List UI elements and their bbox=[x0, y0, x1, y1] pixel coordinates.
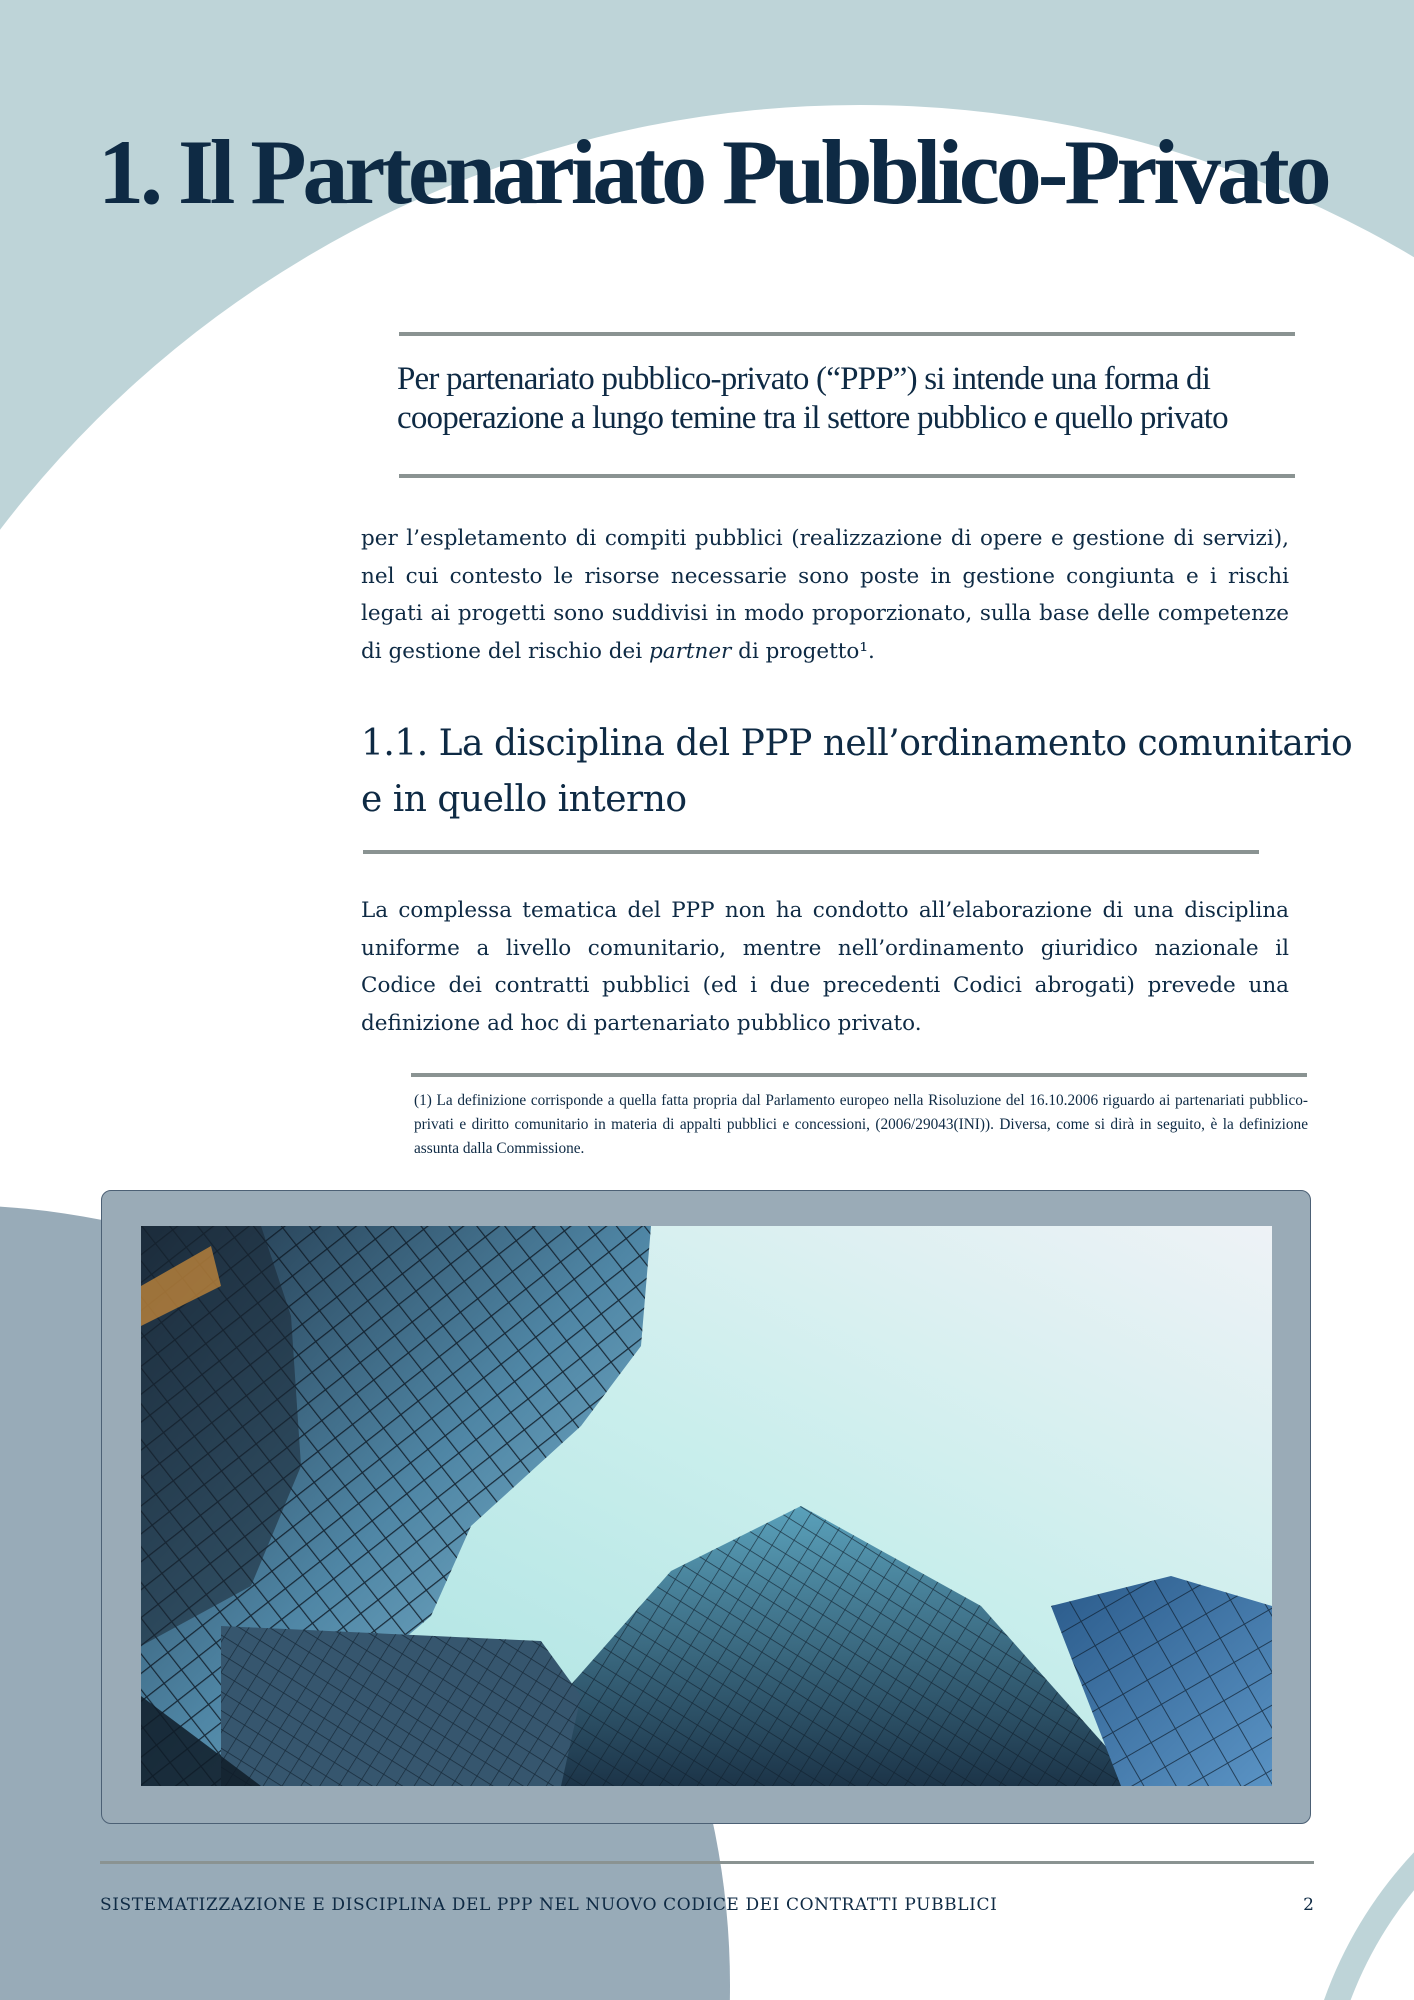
intro-paragraph-text: per l’espletamento di compiti pubblici (realizzazione di opere e gestione di servizi), nel cui contesto le risorse necessarie sono poste in gestione congiunta e i rischi legati ai progetti sono suddivisi in modo proporzionato, sulla base delle competenze di gestione del rischio dei bbox=[361, 526, 1289, 664]
intro-paragraph-end: di progetto¹. bbox=[731, 638, 875, 664]
section-heading-line: e in quello interno bbox=[361, 779, 687, 820]
lead-top-rule bbox=[399, 332, 1295, 336]
page-title: 1. Il Partenariato Pubblico-Privato bbox=[98, 121, 1328, 223]
section-paragraph: La complessa tematica del PPP non ha condotto all’elaborazione di una disciplina uniforme a livello comunitario, mentre nell’ordinamento giuridico nazionale il Codice dei contratti pubblici (ed i due precedenti Codici abrogati) prevede una definizione ad hoc di partenariato pubblico privato. bbox=[361, 898, 1289, 1036]
glass-skyscrapers-photo bbox=[141, 1226, 1272, 1786]
section-heading-rule bbox=[363, 850, 1259, 854]
footer-title: SISTEMATIZZAZIONE E DISCIPLINA DEL PPP NEL NUOVO CODICE DEI CONTRATTI PUBBLICI bbox=[100, 1895, 998, 1915]
footnote: (1) La definizione corrisponde a quella fatta propria dal Parlamento europeo nella Risoluzione del 16.10.2006 riguardo ai partenariati pubblico-privati e diritto comunitario in materia di appalti pubblici e concessioni, (2006/29043(INI)). Diversa, come si dirà in seguito, è la definizione assunta dalla Commissione. bbox=[414, 1092, 1308, 1157]
footnote-rule bbox=[411, 1073, 1307, 1077]
lead-line: cooperazione a lungo temine tra il settore pubblico e quello privato bbox=[397, 400, 1228, 436]
intro-paragraph-italic: partner bbox=[648, 638, 732, 664]
page-number: 2 bbox=[1303, 1895, 1314, 1915]
photo-mid-block-grid bbox=[221, 1626, 581, 1786]
section-heading bbox=[361, 716, 1352, 828]
lead-statement bbox=[397, 360, 1327, 438]
section-heading-line: 1.1. La disciplina del PPP nell’ordinamento comunitario bbox=[361, 723, 1353, 764]
intro-paragraph bbox=[361, 520, 1289, 670]
lead-bottom-rule bbox=[399, 474, 1295, 478]
lead-line: Per partenariato pubblico-privato (“PPP”) si intende una forma di bbox=[397, 361, 1211, 397]
footer-rule bbox=[100, 1861, 1314, 1864]
